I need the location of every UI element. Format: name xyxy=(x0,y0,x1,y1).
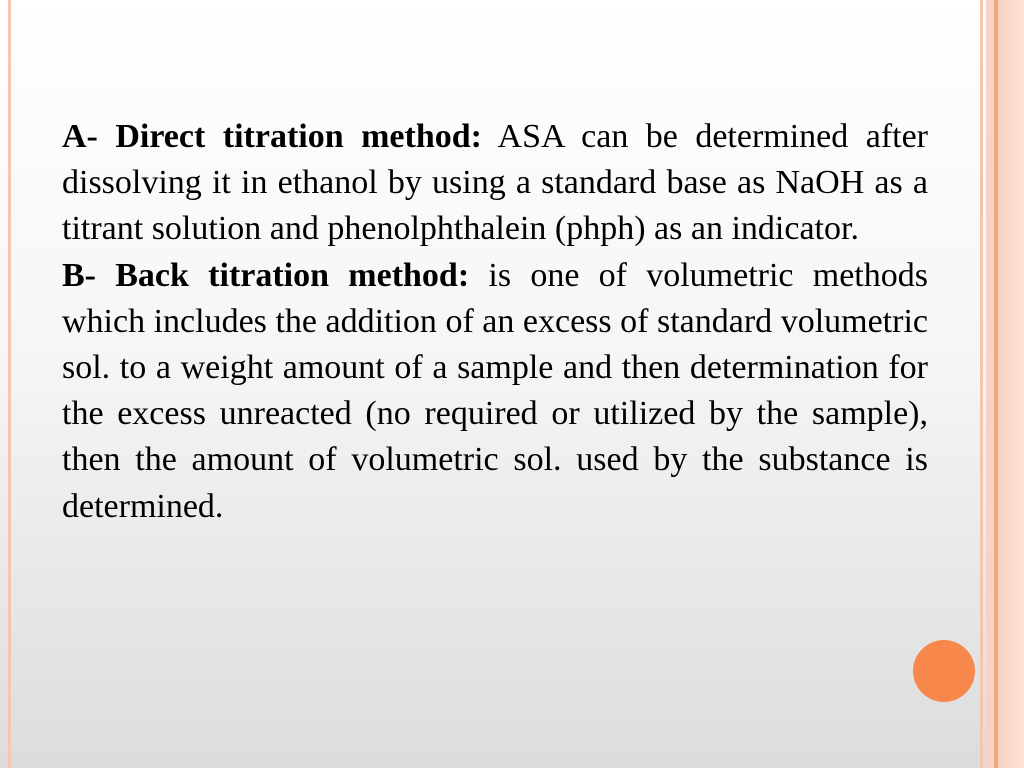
section-b-heading: B- Back titration method: xyxy=(62,256,470,294)
section-a-paragraph xyxy=(62,114,928,253)
right-border-panel xyxy=(998,0,1024,768)
left-border-line xyxy=(8,0,11,768)
accent-circle-decoration xyxy=(913,640,975,702)
right-border-band xyxy=(986,0,994,768)
slide-content xyxy=(62,114,928,530)
section-b-paragraph xyxy=(62,253,928,530)
right-border-line xyxy=(980,0,983,768)
section-b-body: is one of volumetric methods which includes the addition of an excess of standard volumetric sol. to a weight amount of a sample and then determination for the excess unreacted (no required or utilized by the sample), then the amount of volumetric sol. used by the substance is determined. xyxy=(62,256,928,525)
section-a-heading: A- Direct titration method: xyxy=(62,118,482,155)
section-a-body: ASA can be determined after dissolving it in ethanol by using a standard base as NaOH as a titrant solution and phenolphthalein (phph) as an indicator. xyxy=(62,118,928,248)
